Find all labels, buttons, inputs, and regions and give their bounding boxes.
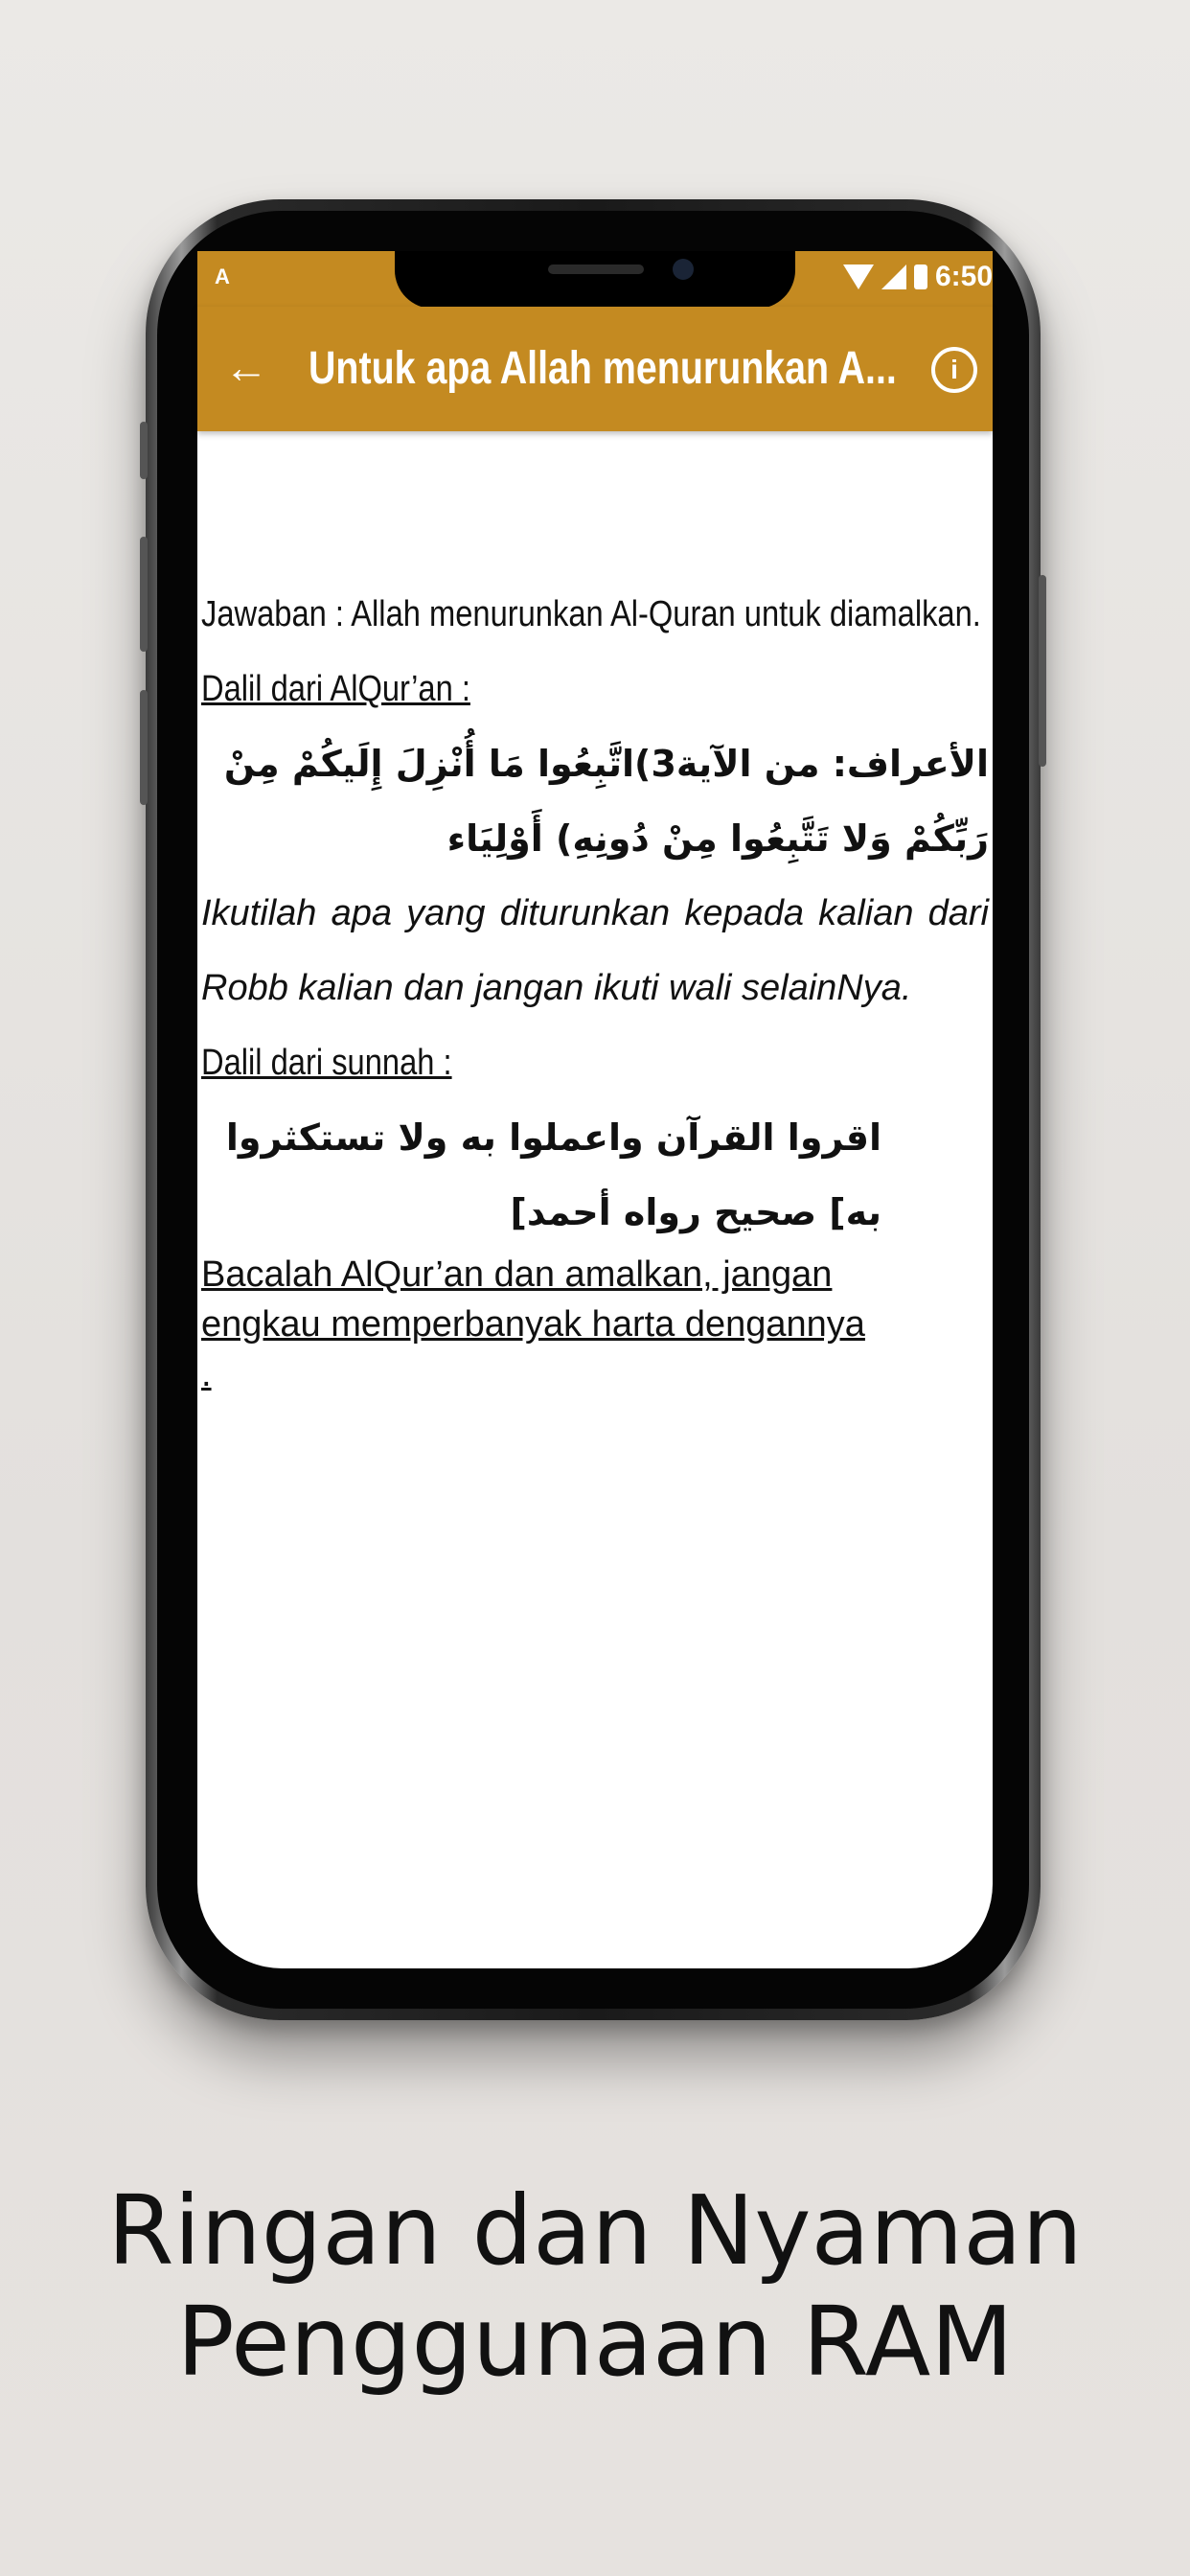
phone-screen [197,251,993,1968]
status-icons [843,261,993,293]
app-bar [197,307,993,431]
power-button [1039,575,1046,767]
sunnah-arabic-text: اقروا القرآن واعملوا به ولا تستكثروا به] صحيح رواه أحمد] [225,1116,881,1233]
caption-line-1: Ringan dan Nyaman [107,2174,1083,2287]
battery-icon [914,264,927,289]
quran-translation: Ikutilah apa yang diturunkan kepada kalian dari Robb kalian dan jangan ikuti wali selainNya. [201,893,989,1008]
volume-down-button [140,690,148,805]
caption-line-2: Penggunaan RAM [176,2286,1014,2398]
info-icon[interactable]: i [931,347,977,393]
signal-icon [881,264,906,289]
sunnah-heading: Dalil dari sunnah : [201,1043,452,1083]
quran-arabic-text: الأعراف: من الآية3)اتَّبِعُوا مَا أُنْزِلَ إِلَيكُمْ مِنْ رَبِّكُمْ وَلا تَتَّبِعُوا مِنْ دُونِهِ) أَوْلِيَاء [223,743,989,860]
wifi-icon [843,264,874,289]
page-title: Untuk apa Allah menurunkan A... [309,343,897,394]
front-camera [673,259,694,280]
answer-text: Jawaban : Allah menurunkan Al-Quran untuk diamalkan. [201,594,981,634]
volume-button [140,422,148,479]
promo-caption [0,2175,1190,2398]
sunnah-translation: Bacalah AlQur’an dan amalkan, jangan engkau memperbanyak harta dengannya . [201,1254,865,1394]
notch [395,251,795,309]
volume-up-button [140,537,148,652]
back-arrow-icon[interactable]: ← [224,342,268,392]
speaker-grille [548,264,644,274]
app-notification-icon: A [215,264,230,288]
status-time: 6:50 [934,261,993,292]
quran-heading: Dalil dari AlQur’an : [201,669,470,709]
article-content [201,577,989,1399]
